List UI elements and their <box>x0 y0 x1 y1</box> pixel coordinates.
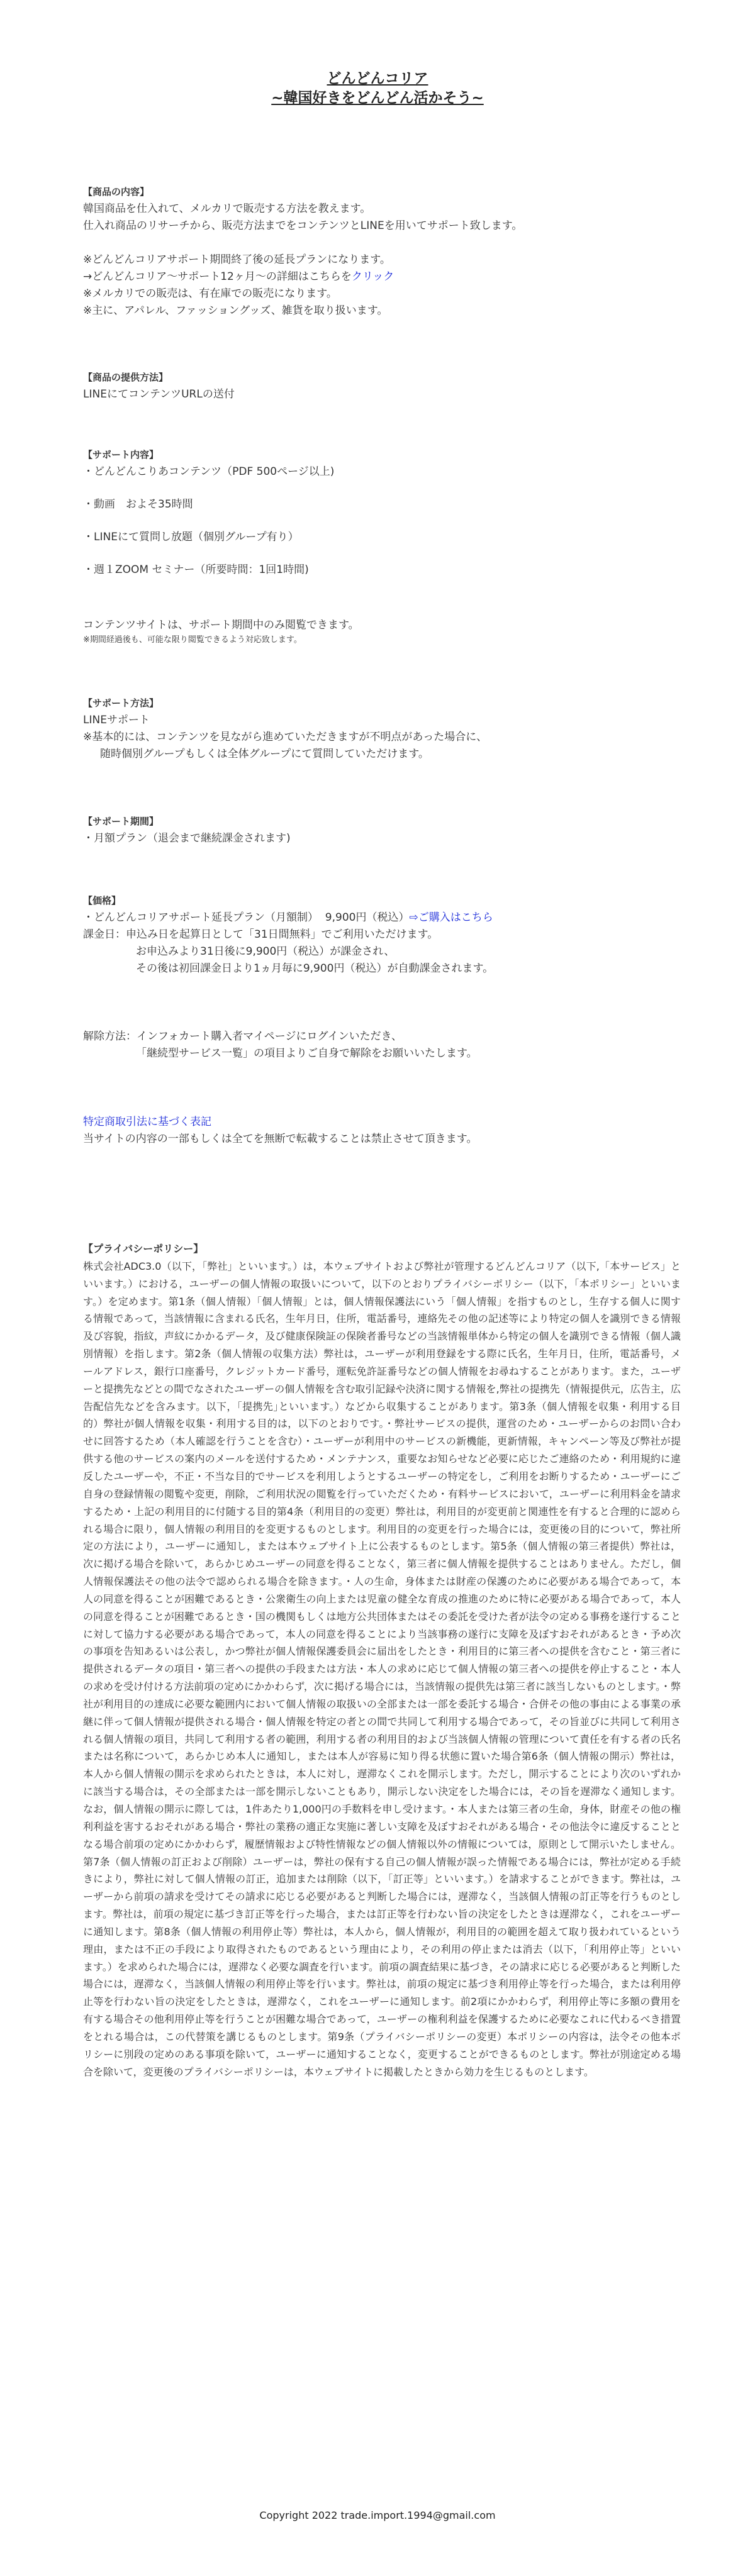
privacy-body: 株式会社ADC3.0（以下，「弊社」といいます。）は，本ウェブサイトおよび弊社が管理するどんどんコリア（以下,「本サービス」といいます。）における，ユーザーの個人情報の取扱いについて，以下のとおりプライバシーポリシー（以下，「本ポリシー」といいます。）を定めます。第1条（個人情報）「個人情報」とは，個人情報保護法にいう「個人情報」を指すものとし，生存する個人に関する情報であって，当該情報に含まれる氏名，生年月日，住所，電話番号，連絡先その他の記述等により特定の個人を識別できる情報及び容貌，指紋，声紋にかかるデータ，及び健康保険証の保険者番号などの当該情報単体から特定の個人を識別できる情報（個人識別情報）を指します。第2条（個人情報の収集方法）弊社は，ユーザーが利用登録をする際に氏名，生年月日，住所，電話番号，メールアドレス，銀行口座番号，クレジットカード番号，運転免許証番号などの個人情報をお尋ねすることがあります。また，ユーザーと提携先などとの間でなされたユーザーの個人情報を含む取引記録や決済に関する情報を,弊社の提携先（情報提供元，広告主，広告配信先などを含みます。以下，｢提携先｣といいます。）などから収集することがあります。第3条（個人情報を収集・利用する目的）弊社が個人情報を収集・利用する目的は，以下のとおりです。・弊社サービスの提供，運営のため・ユーザーからのお問い合わせに回答するため（本人確認を行うことを含む）・ユーザーが利用中のサービスの新機能，更新情報，キャンペーン等及び弊社が提供する他のサービスの案内のメールを送付するため・メンテナンス，重要なお知らせなど必要に応じたご連絡のため・利用規約に違反したユーザーや，不正・不当な目的でサービスを利用しようとするユーザーの特定をし，ご利用をお断りするため・ユーザーにご自身の登録情報の閲覧や変更，削除，ご利用状況の閲覧を行っていただくため・有料サービスにおいて，ユーザーに利用料金を請求するため・上記の利用目的に付随する目的第4条（利用目的の変更）弊社は，利用目的が変更前と関連性を有すると合理的に認められる場合に限り，個人情報の利用目的を変更するものとします。利用目的の変更を行った場合には，変更後の目的について，弊社所定の方法により，ユーザーに通知し，または本ウェブサイト上に公表するものとします。第5条（個人情報の第三者提供）弊社は，次に掲げる場合を除いて，あらかじめユーザーの同意を得ることなく，第三者に個人情報を提供することはありません。ただし，個人情報保護法その他の法令で認められる場合を除きます。・人の生命，身体または財産の保護のために必要がある場合であって，本人の同意を得ることが困難であるとき・公衆衛生の向上または児童の健全な育成の推進のために特に必要がある場合であって，本人の同意を得ることが困難であるとき・国の機関もしくは地方公共団体またはその委託を受けた者が法令の定める事務を遂行することに対して協力する必要がある場合であって，本人の同意を得ることにより当該事務の遂行に支障を及ぼすおそれがあるとき・予め次の事項を告知あるいは公表し，かつ弊社が個人情報保護委員会に届出をしたとき・利用目的に第三者への提供を含むこと・第三者に提供されるデータの項目・第三者への提供の手段または方法・本人の求めに応じて個人情報の第三者への提供を停止すること・本人の求めを受け付ける方法前項の定めにかかわらず，次に掲げる場合には，当該情報の提供先は第三者に該当しないものとします。・弊社が利用目的の達成に必要な範囲内において個人情報の取扱いの全部または一部を委託する場合・合併その他の事由による事業の承継に伴って個人情報が提供される場合・個人情報を特定の者との間で共同して利用する場合であって，その旨並びに共同して利用される個人情報の項目，共同して利用する者の範囲，利用する者の利用目的および当該個人情報の管理について責任を有する者の氏名または名称について，あらかじめ本人に通知し，または本人が容易に知り得る状態に置いた場合第6条（個人情報の開示）弊社は，本人から個人情報の開示を求められたときは，本人に対し，遅滞なくこれを開示します。ただし，開示することにより次のいずれかに該当する場合は，その全部または一部を開示しないこともあり，開示しない決定をした場合には，その旨を遅滞なく通知します。なお，個人情報の開示に際しては，1件あたり1,000円の手数料を申し受けます。・本人または第三者の生命，身体，財産その他の権利利益を害するおそれがある場合・弊社の業務の適正な実施に著しい支障を及ぼすおそれがある場合・その他法令に違反することとなる場合前項の定めにかかわらず，履歴情報および特性情報などの個人情報以外の情報については，原則として開示いたしません。第7条（個人情報の訂正および削除）ユーザーは，弊社の保有する自己の個人情報が誤った情報である場合には，弊社が定める手続きにより，弊社に対して個人情報の訂正，追加または削除（以下，「訂正等」といいます。）を請求することができます。弊社は，ユーザーから前項の請求を受けてその請求に応じる必要があると判断した場合には，遅滞なく，当該個人情報の訂正等を行うものとします。弊社は，前項の規定に基づき訂正等を行った場合，または訂正等を行わない旨の決定をしたときは遅滞なく，これをユーザーに通知します。第8条（個人情報の利用停止等）弊社は，本人から，個人情報が，利用目的の範囲を超えて取り扱われているという理由，または不正の手段により取得されたものであるという理由により，その利用の停止または消去（以下，「利用停止等」といいます。）を求められた場合には，遅滞なく必要な調査を行います。前項の調査結果に基づき，その請求に応じる必要があると判断した場合には，遅滞なく，当該個人情報の利用停止等を行います。弊社は，前項の規定に基づき利用停止等を行った場合，または利用停止等を行わない旨の決定をしたときは，遅滞なく，これをユーザーに通知します。前2項にかかわらず，利用停止等に多額の費用を有する場合その他利用停止等を行うことが困難な場合であって，ユーザーの権利利益を保護するために必要なこれに代わるべき措置をとれる場合は，この代替策を講じるものとします。第9条（プライバシーポリシーの変更）本ポリシーの内容は，法令その他本ポリシーに別段の定めのある事項を除いて，ユーザーに通知することなく，変更することができるものとします。弊社が別途定める場合を除いて，変更後のプライバシーポリシーは，本ウェブサイトに掲載したときから効力を生じるものとします。 <box>83 1260 681 2078</box>
support-period-text: ・月額プラン（退会まで継続課金されます) <box>83 832 291 845</box>
product-note-1: ※どんどんコリアサポート期間終了後の延長プランになります。 <box>83 253 391 266</box>
support-item: ・どんどんこりあコンテンツ（PDF 500ページ以上) <box>83 465 335 478</box>
privacy-policy-section <box>83 1240 681 2081</box>
product-line-2: 仕入れ商品のリサーチから、販売方法までをコンテンツとLINEを用いてサポート致します。 <box>83 219 523 232</box>
product-note-4: ※主に、アパレル、ファッショングッズ、雑貨を取り扱います。 <box>83 304 388 317</box>
privacy-heading: 【プライバシーポリシー】 <box>83 1243 204 1255</box>
support-heading: 【サポート内容】 <box>83 449 159 460</box>
product-section <box>83 184 681 319</box>
product-heading: 【商品の内容】 <box>83 186 150 197</box>
site-title: どんどんコリア <box>327 70 428 87</box>
copyright-notice: 当サイトの内容の一部もしくは全てを無断で転載することは禁止させて頂きます。 <box>83 1133 478 1145</box>
delivery-heading: 【商品の提供方法】 <box>83 372 169 383</box>
footer <box>0 2509 755 2521</box>
legal-notice-link[interactable]: 特定商取引法に基づく表記 <box>83 1116 211 1128</box>
support-item: ・動画 およそ35時間 <box>83 498 193 511</box>
support-item: ・LINEにて質問し放題（個別グループ有り） <box>83 531 299 543</box>
site-header <box>0 69 755 108</box>
legal-section <box>83 1114 681 1148</box>
price-plan: ・どんどんコリアサポート延長プラン（月額制） 9,900円（税込）⇨ご購入はこちら <box>83 911 493 924</box>
price-section <box>83 892 681 977</box>
price-heading: 【価格】 <box>83 895 121 906</box>
support-note-main: コンテンツサイトは、サポート期間中のみ閲覧できます。 <box>83 619 359 631</box>
purchase-link[interactable]: ⇨ご購入はこちら <box>409 911 493 924</box>
site-subtitle: ~韓国好きをどんどん活かそう~ <box>271 90 484 106</box>
billing-line-3: その後は初回課金日より1ヵ月毎に9,900円（税込）が自動課金されます。 <box>136 962 494 975</box>
product-note-2: →どんどんコリア〜サポート12ヶ月〜の詳細はこちらをクリック <box>83 270 394 283</box>
billing-line-1: 課金日：申込み日を起算日として「31日間無料」でご利用いただけます。 <box>83 928 439 941</box>
support-period-section <box>83 813 681 847</box>
support-period-heading: 【サポート期間】 <box>83 816 159 827</box>
delivery-text: LINEにてコンテンツURLの送付 <box>83 388 235 401</box>
support-method-line-1: LINEサポート <box>83 714 150 726</box>
support-method-heading: 【サポート方法】 <box>83 697 159 709</box>
cancel-section <box>83 1028 681 1062</box>
delivery-section <box>83 369 681 403</box>
billing-line-2: お申込みより31日後に9,900円（税込）が課金され、 <box>136 945 395 958</box>
cancel-line-1: 解除方法：インフォカート購入者マイページにログインいただき、 <box>83 1030 402 1043</box>
footer-copyright: Copyright 2022 trade.import.1994@gmail.com <box>259 2509 496 2521</box>
support-method-section <box>83 695 681 763</box>
support-section <box>83 447 681 579</box>
support-note-small: ※期間経過後も、可能な限り閲覧できるよう対応致します。 <box>83 635 302 645</box>
click-link[interactable]: クリック <box>351 270 394 283</box>
support-method-line-2: ※基本的には、コンテンツを見ながら進めていただきますが不明点があった場合に、 <box>83 731 488 743</box>
support-method-line-3: 随時個別グループもしくは全体グループにて質問していただけます。 <box>100 748 429 760</box>
product-note-3: ※メルカリでの販売は、有在庫での販売になります。 <box>83 287 337 300</box>
product-line-1: 韓国商品を仕入れて、メルカリで販売する方法を教えます。 <box>83 203 371 215</box>
cancel-line-2: 「継続型サービス一覧」の項目よりご自身で解除をお願いいたします。 <box>136 1047 478 1060</box>
support-note <box>83 617 681 647</box>
support-item: ・週１ZOOM セミナー（所要時間：1回1時間) <box>83 564 309 576</box>
